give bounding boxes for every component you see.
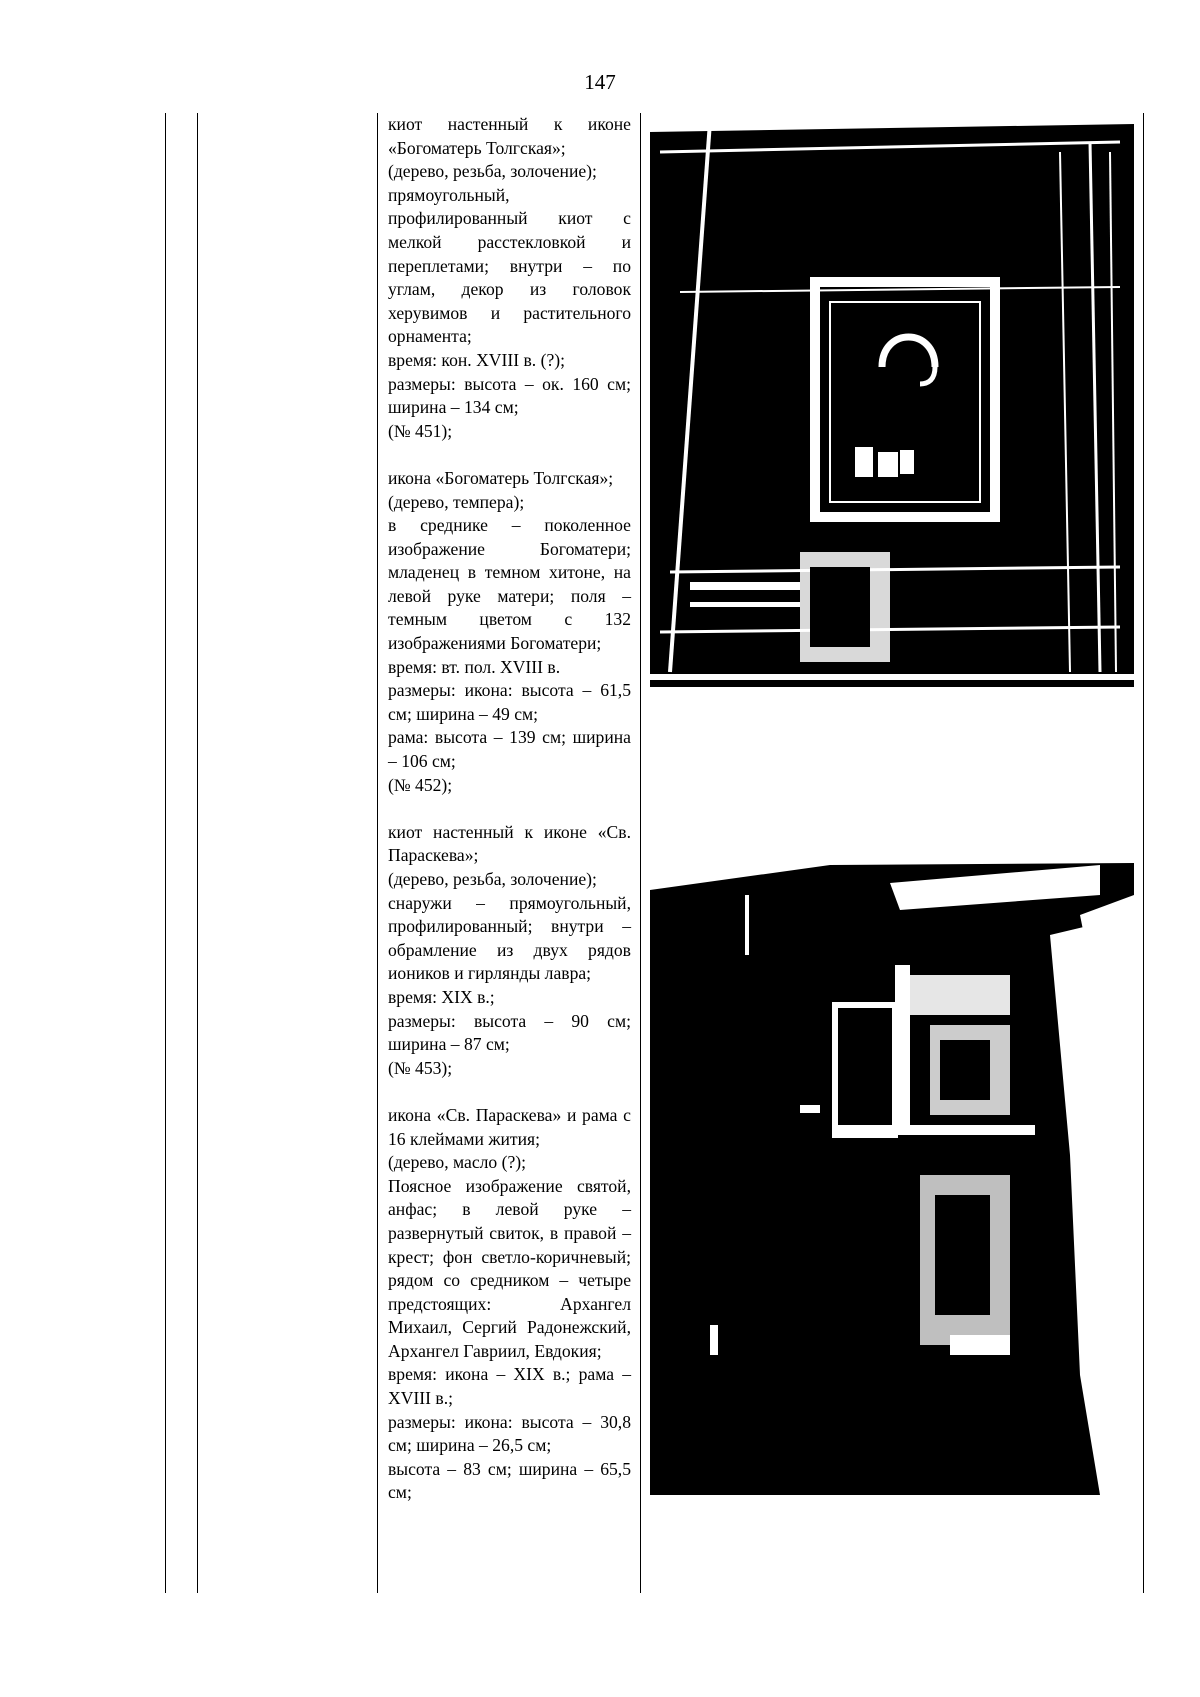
entry-454 xyxy=(388,1104,631,1505)
description-column xyxy=(388,113,631,1505)
entry-line: (дерево, темпера); xyxy=(388,491,525,512)
entry-line: киот настенный к иконе «Св. Параскева»; xyxy=(388,821,631,866)
entry-line: рама: высота – 139 см; ширина – 106 см; xyxy=(388,727,631,772)
table-border-col3 xyxy=(640,113,641,1593)
entry-line: киот настенный к иконе «Богоматерь Толгская»; xyxy=(388,114,631,158)
entry-line: икона «Богоматерь Толгская»; xyxy=(388,467,614,488)
table-border-right xyxy=(1143,113,1144,1593)
photo-kiot-paraskeva-image xyxy=(650,855,1134,1495)
page-number: 147 xyxy=(584,70,616,94)
entry-line: время: кон. XVIII в. (?); xyxy=(388,349,565,370)
entry-line: высота – 83 см; ширина – 65,5 см; xyxy=(388,1458,631,1503)
entry-453 xyxy=(388,821,631,1081)
entry-line: в среднике – поколенное изображение Богоматери; младенец в темном хитоне, на левой руке матери; поля – темным цветом с 132 изображениями Богоматери; xyxy=(388,515,631,654)
entry-line: прямоугольный, профилированный киот с мелкой расстекловкой и переплетами; внутри – по углам, декор из головок херувимов и растительного орнамента; xyxy=(388,184,631,347)
photo-kiot-tolga-image xyxy=(650,112,1134,687)
table-border-col1 xyxy=(197,113,198,1593)
entry-line: (№ 453); xyxy=(388,1057,453,1078)
entry-line: размеры: икона: высота – 30,8 см; ширина – 26,5 см; xyxy=(388,1411,631,1456)
entry-452 xyxy=(388,467,631,797)
entry-line: (дерево, резьба, золочение); xyxy=(388,869,597,889)
table-border-col2 xyxy=(377,113,378,1593)
photo-kiot-paraskeva xyxy=(650,855,1134,1495)
entry-line: время: вт. пол. XVIII в. xyxy=(388,656,561,677)
entry-line: (№ 451); xyxy=(388,420,453,441)
entry-line: размеры: высота – ок. 160 см; ширина – 134 см; xyxy=(388,373,631,418)
table-border-left xyxy=(165,113,166,1593)
entry-line: снаружи – прямоугольный, профилированный; внутри – обрамление из двух рядов иоников и гирлянды лавра; xyxy=(388,892,631,984)
entry-line: Поясное изображение святой, анфас; в левой руке – развернутый свиток, в правой – крест; фон светло-коричневый; рядом со средником – четыре предстоящих: Архангел Михаил, Сергий Радонежский, Архангел Гавриил, Евдокия; xyxy=(388,1175,631,1361)
entry-line: время: икона – XIX в.; рама – XVIII в.; xyxy=(388,1364,631,1409)
entry-line: икона «Св. Параскева» и рама с 16 клеймами жития; xyxy=(388,1104,631,1149)
photo-kiot-tolga xyxy=(650,112,1134,687)
entry-line: размеры: икона: высота – 61,5 см; ширина – 49 см; xyxy=(388,680,631,724)
entry-line: (дерево, резьба, золочение); xyxy=(388,161,597,182)
entry-line: размеры: высота – 90 см; ширина – 87 см; xyxy=(388,1010,631,1055)
entry-line: (дерево, масло (?); xyxy=(388,1152,527,1173)
entry-line: (№ 452); xyxy=(388,774,453,795)
entry-line: время: XIX в.; xyxy=(388,986,495,1007)
entry-451 xyxy=(388,113,631,443)
